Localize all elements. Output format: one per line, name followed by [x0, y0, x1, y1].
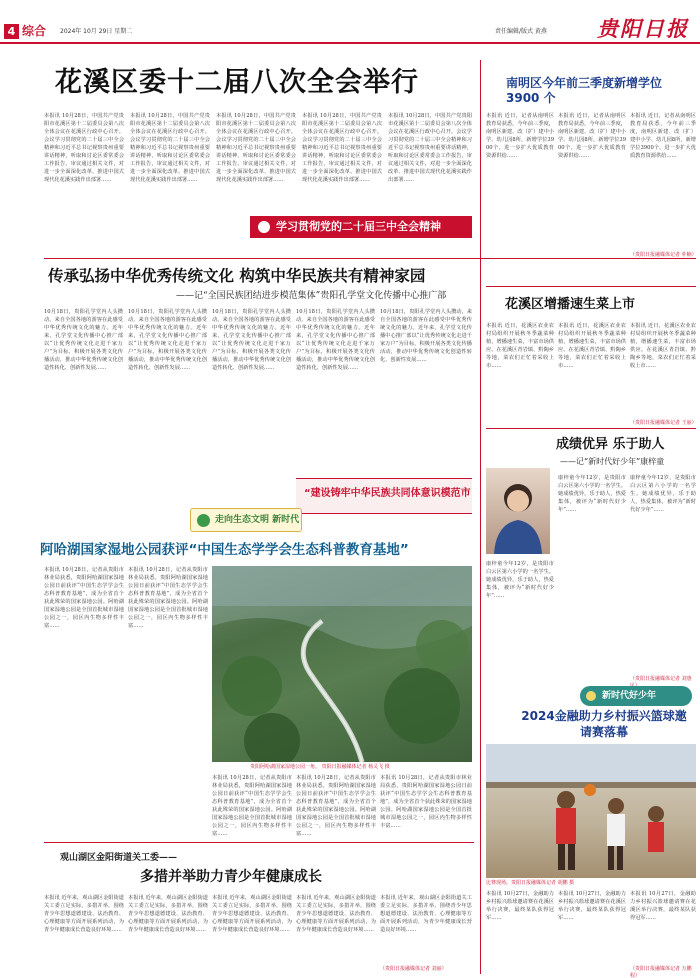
person-banner: [580, 686, 692, 706]
page-number: 4: [4, 24, 19, 39]
side2-bottom-rule: [486, 428, 696, 429]
issue-date: 2024年 10月 29日 星期二: [60, 28, 133, 35]
side2-top-rule: [486, 286, 696, 287]
bottom-body-col-3: 本报讯 近年来，观山湖区金阳街道关工委立足实际，多措并举，围绕青少年思想道德建设、法治教育、心理健康等方面开展系列活动，为青少年健康成长营造良好环境……: [212, 895, 292, 933]
section-title: 综合: [22, 24, 47, 38]
person-credit: （贵阳日报融媒体记者 刘惠: [630, 676, 692, 682]
basketball-photo-art: [486, 744, 696, 878]
side1-body-col-2: 本报讯 近日，记者从南明区教育局获悉，今年前三季度，南明区新建、改（扩）建中小学、幼儿园8所，新增学位3900个，进一步扩大优质教育资源供给……: [558, 113, 626, 159]
banner-dot-icon: [258, 221, 270, 233]
mid-body-col-2: 10月18日，贵阳孔学堂内人头攒动，来自全国各地的游客在此感受中华优秀传统文化的魅力。近年来，孔学堂文化传播中心推广部以“让优秀传统文化走进千家万户”为目标，积极开展各类文化传播活动，推动中华优秀传统文化创造性转化、创新性发展……: [128, 309, 207, 371]
top-headline: 花溪区委十二届八次全会举行: [55, 67, 419, 98]
section-divider-2: [44, 842, 474, 843]
person-body-col-1: 康梓童今年12岁，是贵阳市白云区第六小学的一名学生。她成绩优异，乐于助人，热爱集体，被评为“新时代好少年”……: [486, 561, 554, 599]
top-theme-banner: [250, 216, 472, 238]
person-banner-text: 新时代好少年: [602, 691, 657, 701]
sports-body-col-3: 本报讯 10月27日，金融助力乡村振兴篮球邀请赛在花溪区举行决赛，最终某队获得冠军……: [630, 891, 696, 921]
top-theme-banner-text: 学习贯彻党的二十届三中全会精神: [276, 220, 441, 233]
eco-badge-text: 走向生态文明 新时代: [215, 515, 300, 525]
quote-box: [296, 478, 472, 514]
side2-body-col-3: 本报讯 近日，花溪区农业农村局组织开展秋冬季蔬菜种植，增播速生菜，丰富市场供应。在花溪区青岩镇、黔陶乡等地，菜农们正忙着采收上市……: [630, 323, 696, 369]
eco-body-col-1: 本报讯 10月28日，记者从贵阳市林业局获悉，贵阳阿哈湖国家湿地公园日前获评“中国生态学学会生态科普教育基地”，成为全省首个获此殊荣的国家湿地公园。阿哈湖国家湿地公园是全国首批城市湿地公园之一，园区内生物多样性丰富……: [44, 567, 124, 629]
side2-headline: 花溪区增播速生菜上市: [505, 297, 636, 312]
person-silhouette-icon: [486, 468, 550, 554]
person-photo: [486, 468, 550, 554]
eco-headline: 阿哈湖国家湿地公园获评“中国生态学学会生态科普教育基地”: [40, 542, 409, 558]
person-headline: 成绩优异 乐于助人: [556, 437, 665, 452]
sports-credit: （贵阳日报融媒体记者 万鹏程）: [630, 966, 692, 978]
eco-body-col-4: 本报讯 10月28日，记者从贵阳市林业局获悉，贵阳阿哈湖国家湿地公园日前获评“中国生态学学会生态科普教育基地”，成为全省首个获此殊荣的国家湿地公园。阿哈湖国家湿地公园是全国首批城市湿地公园之一，园区内生物多样性丰富……: [296, 775, 376, 837]
bottom-kicker: 观山湖区金阳街道关工委——: [60, 853, 178, 863]
newspaper-logo: 贵阳日报: [597, 16, 689, 41]
top-body-col-3: 本报讯 10月28日，中国共产党贵阳市花溪区第十二届委员会第八次全体会议在花溪区行政中心召开。会议学习贯彻党的二十届三中全会精神和习近平总书记视察贵州重要讲话精神，听取和讨论区委常委会工作报告，审议通过相关文件，对进一步全面深化改革、推进中国式现代化花溪实践作出部署……: [216, 113, 296, 183]
side1-headline: 南明区今年前三季度新增学位 3900 个: [506, 76, 663, 105]
leaf-icon: [197, 514, 210, 527]
bottom-credit: （贵阳日报融媒体记者 刘丽）: [380, 966, 447, 972]
top-body-col-5: 本报讯 10月28日，中国共产党贵阳市花溪区第十二届委员会第八次全体会议在花溪区行政中心召开。会议学习贯彻党的二十届三中全会精神和习近平总书记视察贵州重要讲话精神，听取和讨论区委常委会工作报告，审议通过相关文件，对进一步全面深化改革、推进中国式现代化花溪实践作出部署……: [388, 113, 472, 183]
top-body-col-1: 本报讯 10月28日，中国共产党贵阳市花溪区第十二届委员会第八次全体会议在花溪区行政中心召开。会议学习贯彻党的二十届三中全会精神和习近平总书记视察贵州重要讲话精神，听取和讨论区委常委会工作报告，审议通过相关文件，对进一步全面深化改革、推进中国式现代化花溪实践作出部署……: [44, 113, 124, 183]
header-rule: [0, 42, 700, 44]
basketball-photo: [486, 744, 696, 878]
mid-body-col-4: 10月18日，贵阳孔学堂内人头攒动，来自全国各地的游客在此感受中华优秀传统文化的魅力。近年来，孔学堂文化传播中心推广部以“让优秀传统文化走进千家万户”为目标，积极开展各类文化传播活动，推动中华优秀传统文化创造性转化、创新性发展……: [296, 309, 375, 371]
side1-body-col-1: 本报讯 近日，记者从南明区教育局获悉，今年前三季度，南明区新建、改（扩）建中小学、幼儿园8所，新增学位3900个，进一步扩大优质教育资源供给……: [486, 113, 554, 159]
sports-body-col-2: 本报讯 10月27日，金融助力乡村振兴篮球邀请赛在花溪区举行决赛，最终某队获得冠军……: [558, 891, 626, 921]
column-divider: [480, 60, 481, 974]
eco-body-col-5: 本报讯 10月28日，记者从贵阳市林业局获悉，贵阳阿哈湖国家湿地公园日前获评“中国生态学学会生态科普教育基地”，成为全省首个获此殊荣的国家湿地公园。阿哈湖国家湿地公园是全国首批城市湿地公园之一，园区内生物多样性丰富……: [380, 775, 472, 829]
eco-badge: [190, 508, 302, 532]
side2-credit: （贵阳日报融媒体记者 王丽）: [630, 420, 697, 426]
sports-headline: 2024金融助力乡村振兴篮球邀请赛落幕: [521, 709, 687, 739]
mid-body-col-3: 10月18日，贵阳孔学堂内人头攒动，来自全国各地的游客在此感受中华优秀传统文化的魅力。近年来，孔学堂文化传播中心推广部以“让优秀传统文化走进千家万户”为目标，积极开展各类文化传播活动，推动中华优秀传统文化创造性转化、创新性发展……: [212, 309, 291, 371]
top-body-col-2: 本报讯 10月28日，中国共产党贵阳市花溪区第十二届委员会第八次全体会议在花溪区行政中心召开。会议学习贯彻党的二十届三中全会精神和习近平总书记视察贵州重要讲话精神，听取和讨论区委常委会工作报告，审议通过相关文件，对进一步全面深化改革、推进中国式现代化花溪实践作出部署……: [130, 113, 210, 183]
sports-body-col-1: 本报讯 10月27日，金融助力乡村振兴篮球邀请赛在花溪区举行决赛，最终某队获得冠军……: [486, 891, 554, 921]
side2-body-col-1: 本报讯 近日，花溪区农业农村局组织开展秋冬季蔬菜种植，增播速生菜，丰富市场供应。在花溪区青岩镇、黔陶乡等地，菜农们正忙着采收上市……: [486, 323, 554, 369]
editor-credit: 责任编辑/版式 黄燕: [495, 28, 547, 35]
wetland-photo: [212, 566, 472, 762]
person-body-col-3: 康梓童今年12岁，是贵阳市白云区第六小学的一名学生。她成绩优异，乐于助人，热爱集体，被评为“新时代好少年”……: [630, 475, 696, 513]
section-divider-1: [44, 258, 696, 259]
mid-subhead: ——记“全国民族团结进步模范集体”贵阳孔学堂文化传播中心推广部: [176, 291, 447, 301]
bottom-body-col-2: 本报讯 近年来，观山湖区金阳街道关工委立足实际，多措并举，围绕青少年思想道德建设、法治教育、心理健康等方面开展系列活动，为青少年健康成长营造良好环境……: [128, 895, 208, 933]
eco-body-col-3: 本报讯 10月28日，记者从贵阳市林业局获悉，贵阳阿哈湖国家湿地公园日前获评“中国生态学学会生态科普教育基地”，成为全省首个获此殊荣的国家湿地公园。阿哈湖国家湿地公园是全国首批城市湿地公园之一，园区内生物多样性丰富……: [212, 775, 292, 837]
bottom-body-col-4: 本报讯 近年来，观山湖区金阳街道关工委立足实际，多措并举，围绕青少年思想道德建设、法治教育、心理健康等方面开展系列活动，为青少年健康成长营造良好环境……: [296, 895, 376, 933]
bottom-body-col-5: 本报讯 近年来，观山湖区金阳街道关工委立足实际，多措并举，围绕青少年思想道德建设、法治教育、心理健康等方面开展系列活动，为青少年健康成长营造良好环境……: [380, 895, 472, 933]
star-icon: [586, 691, 596, 701]
wetland-photo-art: [212, 566, 472, 762]
side1-credit: （贵阳日报融媒体记者 朴楠）: [630, 252, 697, 258]
side1-body-col-3: 本报讯 近日，记者从南明区教育局获悉，今年前三季度，南明区新建、改（扩）建中小学、幼儿园8所，新增学位3900个，进一步扩大优质教育资源供给……: [630, 113, 696, 159]
bottom-headline: 多措并举助力青少年健康成长: [140, 869, 322, 885]
side2-body-col-2: 本报讯 近日，花溪区农业农村局组织开展秋冬季蔬菜种植，增播速生菜，丰富市场供应。在花溪区青岩镇、黔陶乡等地，菜农们正忙着采收上市……: [558, 323, 626, 369]
mid-body-col-5: 10月18日，贵阳孔学堂内人头攒动，来自全国各地的游客在此感受中华优秀传统文化的魅力。近年来，孔学堂文化传播中心推广部以“让优秀传统文化走进千家万户”为目标，积极开展各类文化传播活动，推动中华优秀传统文化创造性转化、创新性发展……: [380, 309, 472, 363]
sports-caption: 比赛现场。贵阳日报融媒体记者 胡鹏 摄: [486, 880, 575, 886]
person-subhead: ——记“新时代好少年”康梓童: [560, 457, 665, 466]
mid-body-col-1: 10月18日，贵阳孔学堂内人头攒动，来自全国各地的游客在此感受中华优秀传统文化的魅力。近年来，孔学堂文化传播中心推广部以“让优秀传统文化走进千家万户”为目标，积极开展各类文化传播活动，推动中华优秀传统文化创造性转化、创新性发展……: [44, 309, 123, 371]
top-body-col-4: 本报讯 10月28日，中国共产党贵阳市花溪区第十二届委员会第八次全体会议在花溪区行政中心召开。会议学习贯彻党的二十届三中全会精神和习近平总书记视察贵州重要讲话精神，听取和讨论区委常委会工作报告，审议通过相关文件，对进一步全面深化改革、推进中国式现代化花溪实践作出部署……: [302, 113, 382, 183]
bottom-body-col-1: 本报讯 近年来，观山湖区金阳街道关工委立足实际，多措并举，围绕青少年思想道德建设、法治教育、心理健康等方面开展系列活动，为青少年健康成长营造良好环境……: [44, 895, 124, 933]
mid-headline: 传承弘扬中华优秀传统文化 构筑中华民族共有精神家园: [48, 267, 426, 285]
eco-caption: 贵阳阿哈湖国家湿地公园一角。 贵阳日报融媒体记者 杨灵飞 摄: [250, 764, 390, 770]
quote-text: “建设铸牢中华民族共同体意识模范市: [304, 488, 471, 499]
person-body-col-2: 康梓童今年12岁，是贵阳市白云区第六小学的一名学生。她成绩优异，乐于助人，热爱集体，被评为“新时代好少年”……: [558, 475, 626, 513]
eco-body-col-2: 本报讯 10月28日，记者从贵阳市林业局获悉，贵阳阿哈湖国家湿地公园日前获评“中国生态学学会生态科普教育基地”，成为全省首个获此殊荣的国家湿地公园。阿哈湖国家湿地公园是全国首批城市湿地公园之一，园区内生物多样性丰富……: [128, 567, 208, 629]
